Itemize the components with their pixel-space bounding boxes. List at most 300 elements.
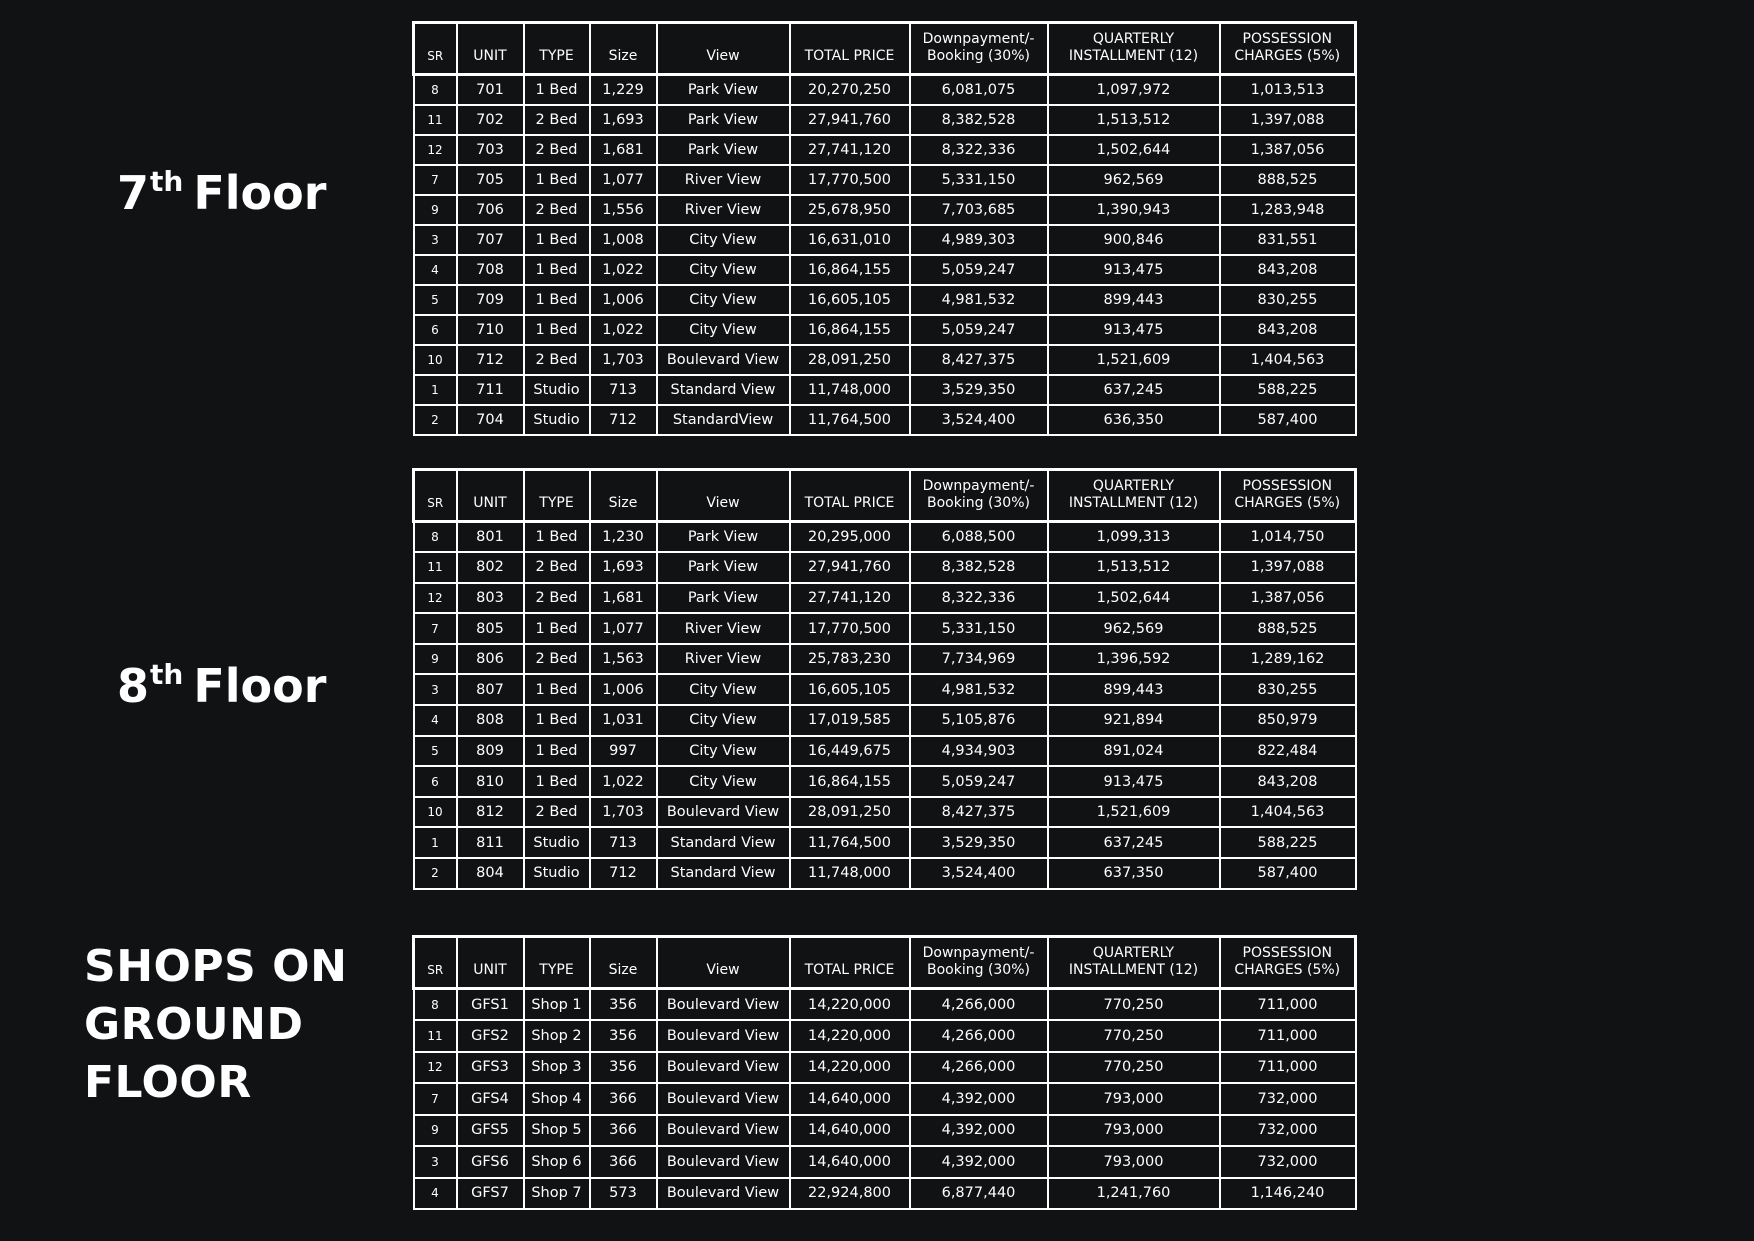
cell-size: 997 bbox=[590, 736, 657, 767]
header-type bbox=[524, 470, 590, 522]
floor-ordinal: th bbox=[150, 165, 184, 198]
section-title-7th-floor bbox=[117, 165, 327, 220]
table-row bbox=[414, 1052, 1356, 1084]
cell-sr: 3 bbox=[414, 225, 457, 255]
table-row bbox=[414, 989, 1356, 1021]
cell-unit: 801 bbox=[457, 522, 524, 553]
table-body bbox=[414, 522, 1356, 889]
cell-size: 713 bbox=[590, 375, 657, 405]
cell-downpayment: 4,934,903 bbox=[910, 736, 1048, 767]
cell-downpayment: 3,524,400 bbox=[910, 405, 1048, 435]
cell-quarterly: 921,894 bbox=[1048, 705, 1220, 736]
header-unit bbox=[457, 23, 524, 75]
section-title-8th-floor bbox=[117, 658, 327, 713]
cell-size: 1,681 bbox=[590, 135, 657, 165]
cell-total-price: 22,924,800 bbox=[790, 1178, 910, 1210]
cell-total-price: 25,783,230 bbox=[790, 644, 910, 675]
cell-type: 2 Bed bbox=[524, 105, 590, 135]
cell-possession: 711,000 bbox=[1220, 989, 1356, 1021]
cell-possession: 587,400 bbox=[1220, 405, 1356, 435]
cell-view: City View bbox=[657, 674, 790, 705]
cell-unit: 707 bbox=[457, 225, 524, 255]
cell-size: 1,077 bbox=[590, 165, 657, 195]
table-row bbox=[414, 644, 1356, 675]
cell-size: 1,230 bbox=[590, 522, 657, 553]
cell-sr: 1 bbox=[414, 375, 457, 405]
header-possession-text: POSSESSION bbox=[1242, 478, 1332, 494]
cell-downpayment: 8,322,336 bbox=[910, 135, 1048, 165]
cell-type: 1 Bed bbox=[524, 255, 590, 285]
cell-possession: 711,000 bbox=[1220, 1020, 1356, 1052]
cell-sr: 5 bbox=[414, 285, 457, 315]
header-row bbox=[414, 470, 1356, 522]
cell-possession: 588,225 bbox=[1220, 375, 1356, 405]
cell-type: 2 Bed bbox=[524, 644, 590, 675]
header-downpayment-text: Downpayment/- bbox=[922, 945, 1035, 961]
floor-number: 8 bbox=[117, 659, 150, 713]
cell-downpayment: 4,392,000 bbox=[910, 1083, 1048, 1115]
cell-size: 366 bbox=[590, 1083, 657, 1115]
cell-view: Park View bbox=[657, 552, 790, 583]
cell-downpayment: 8,427,375 bbox=[910, 797, 1048, 828]
cell-size: 713 bbox=[590, 827, 657, 858]
cell-unit: GFS3 bbox=[457, 1052, 524, 1084]
table-row bbox=[414, 135, 1356, 165]
cell-unit: 711 bbox=[457, 375, 524, 405]
table-row bbox=[414, 705, 1356, 736]
cell-possession: 1,397,088 bbox=[1220, 105, 1356, 135]
cell-quarterly: 1,099,313 bbox=[1048, 522, 1220, 553]
cell-type: 2 Bed bbox=[524, 583, 590, 614]
cell-total-price: 14,640,000 bbox=[790, 1115, 910, 1147]
cell-sr: 12 bbox=[414, 135, 457, 165]
table-header bbox=[414, 470, 1356, 522]
cell-downpayment: 8,382,528 bbox=[910, 105, 1048, 135]
cell-total-price: 14,220,000 bbox=[790, 1052, 910, 1084]
header-downpayment bbox=[910, 937, 1048, 989]
header-unit-text: UNIT bbox=[473, 495, 507, 511]
header-view-text: View bbox=[706, 48, 740, 64]
cell-downpayment: 5,331,150 bbox=[910, 613, 1048, 644]
shop-title-line: GROUND bbox=[84, 999, 304, 1050]
cell-downpayment: 4,266,000 bbox=[910, 989, 1048, 1021]
header-possession bbox=[1220, 470, 1356, 522]
cell-type: Studio bbox=[524, 375, 590, 405]
header-downpayment-text: Booking (30%) bbox=[927, 495, 1030, 511]
header-sr bbox=[414, 470, 457, 522]
cell-type: 1 Bed bbox=[524, 165, 590, 195]
cell-total-price: 28,091,250 bbox=[790, 345, 910, 375]
table-row bbox=[414, 165, 1356, 195]
cell-type: Shop 2 bbox=[524, 1020, 590, 1052]
cell-unit: 703 bbox=[457, 135, 524, 165]
cell-size: 573 bbox=[590, 1178, 657, 1210]
cell-unit: 710 bbox=[457, 315, 524, 345]
header-total-price-text: TOTAL PRICE bbox=[804, 962, 895, 978]
table-row bbox=[414, 255, 1356, 285]
cell-size: 1,556 bbox=[590, 195, 657, 225]
cell-type: 1 Bed bbox=[524, 705, 590, 736]
cell-unit: 809 bbox=[457, 736, 524, 767]
header-sr-text: SR bbox=[427, 49, 444, 63]
cell-possession: 1,283,948 bbox=[1220, 195, 1356, 225]
cell-total-price: 11,764,500 bbox=[790, 827, 910, 858]
header-unit-text: UNIT bbox=[473, 48, 507, 64]
cell-possession: 830,255 bbox=[1220, 285, 1356, 315]
cell-quarterly: 1,396,592 bbox=[1048, 644, 1220, 675]
cell-downpayment: 8,382,528 bbox=[910, 552, 1048, 583]
cell-sr: 6 bbox=[414, 315, 457, 345]
cell-unit: GFS6 bbox=[457, 1146, 524, 1178]
cell-total-price: 16,631,010 bbox=[790, 225, 910, 255]
section-title-shops-ground-floor bbox=[84, 938, 347, 1112]
header-view bbox=[657, 937, 790, 989]
cell-view: Standard View bbox=[657, 858, 790, 889]
table-row bbox=[414, 405, 1356, 435]
header-downpayment bbox=[910, 23, 1048, 75]
header-view-text: View bbox=[706, 962, 740, 978]
header-quarterly bbox=[1048, 937, 1220, 989]
cell-view: Park View bbox=[657, 75, 790, 105]
cell-possession: 822,484 bbox=[1220, 736, 1356, 767]
cell-unit: GFS7 bbox=[457, 1178, 524, 1210]
cell-unit: 803 bbox=[457, 583, 524, 614]
header-sr-text: SR bbox=[427, 963, 444, 977]
cell-possession: 1,404,563 bbox=[1220, 345, 1356, 375]
cell-unit: 807 bbox=[457, 674, 524, 705]
header-quarterly-text: QUARTERLY bbox=[1092, 478, 1175, 494]
cell-total-price: 27,741,120 bbox=[790, 583, 910, 614]
cell-downpayment: 5,331,150 bbox=[910, 165, 1048, 195]
cell-sr: 10 bbox=[414, 797, 457, 828]
cell-type: Shop 5 bbox=[524, 1115, 590, 1147]
price-table-ground-floor-shops bbox=[412, 935, 1357, 1210]
cell-quarterly: 913,475 bbox=[1048, 315, 1220, 345]
cell-quarterly: 1,241,760 bbox=[1048, 1178, 1220, 1210]
shop-title-line: SHOPS ON bbox=[84, 941, 348, 992]
cell-quarterly: 891,024 bbox=[1048, 736, 1220, 767]
header-sr bbox=[414, 937, 457, 989]
table-row bbox=[414, 1146, 1356, 1178]
cell-downpayment: 5,059,247 bbox=[910, 315, 1048, 345]
cell-type: 1 Bed bbox=[524, 674, 590, 705]
cell-type: 2 Bed bbox=[524, 135, 590, 165]
cell-sr: 12 bbox=[414, 583, 457, 614]
header-downpayment-text: Downpayment/- bbox=[922, 31, 1035, 47]
header-unit-text: UNIT bbox=[473, 962, 507, 978]
cell-quarterly: 899,443 bbox=[1048, 674, 1220, 705]
cell-total-price: 17,019,585 bbox=[790, 705, 910, 736]
table-row bbox=[414, 75, 1356, 105]
cell-total-price: 11,748,000 bbox=[790, 858, 910, 889]
cell-view: Boulevard View bbox=[657, 345, 790, 375]
cell-possession: 732,000 bbox=[1220, 1083, 1356, 1115]
header-total-price-text: TOTAL PRICE bbox=[804, 48, 895, 64]
cell-unit: GFS4 bbox=[457, 1083, 524, 1115]
header-quarterly bbox=[1048, 470, 1220, 522]
cell-downpayment: 5,105,876 bbox=[910, 705, 1048, 736]
cell-quarterly: 793,000 bbox=[1048, 1146, 1220, 1178]
header-quarterly-text: INSTALLMENT (12) bbox=[1068, 962, 1199, 978]
cell-possession: 732,000 bbox=[1220, 1146, 1356, 1178]
cell-sr: 10 bbox=[414, 345, 457, 375]
cell-quarterly: 962,569 bbox=[1048, 613, 1220, 644]
cell-view: River View bbox=[657, 195, 790, 225]
cell-view: Park View bbox=[657, 583, 790, 614]
cell-type: 2 Bed bbox=[524, 797, 590, 828]
cell-quarterly: 637,350 bbox=[1048, 858, 1220, 889]
cell-unit: 810 bbox=[457, 766, 524, 797]
cell-possession: 732,000 bbox=[1220, 1115, 1356, 1147]
cell-sr: 8 bbox=[414, 75, 457, 105]
header-size bbox=[590, 937, 657, 989]
cell-unit: GFS1 bbox=[457, 989, 524, 1021]
cell-sr: 4 bbox=[414, 705, 457, 736]
cell-sr: 8 bbox=[414, 522, 457, 553]
cell-unit: 709 bbox=[457, 285, 524, 315]
cell-size: 1,077 bbox=[590, 613, 657, 644]
cell-size: 366 bbox=[590, 1115, 657, 1147]
cell-type: 1 Bed bbox=[524, 75, 590, 105]
cell-view: StandardView bbox=[657, 405, 790, 435]
cell-sr: 2 bbox=[414, 405, 457, 435]
cell-total-price: 16,864,155 bbox=[790, 315, 910, 345]
cell-size: 366 bbox=[590, 1146, 657, 1178]
table-row bbox=[414, 345, 1356, 375]
header-total-price-text: TOTAL PRICE bbox=[804, 495, 895, 511]
cell-view: River View bbox=[657, 613, 790, 644]
cell-unit: 805 bbox=[457, 613, 524, 644]
table-row bbox=[414, 583, 1356, 614]
header-possession-text: CHARGES (5%) bbox=[1234, 962, 1341, 978]
cell-view: Boulevard View bbox=[657, 1115, 790, 1147]
cell-total-price: 20,270,250 bbox=[790, 75, 910, 105]
cell-view: Boulevard View bbox=[657, 989, 790, 1021]
cell-quarterly: 913,475 bbox=[1048, 255, 1220, 285]
cell-view: City View bbox=[657, 285, 790, 315]
table-header bbox=[414, 937, 1356, 989]
cell-downpayment: 4,981,532 bbox=[910, 285, 1048, 315]
cell-quarterly: 1,513,512 bbox=[1048, 105, 1220, 135]
cell-quarterly: 770,250 bbox=[1048, 1020, 1220, 1052]
floor-word: Floor bbox=[193, 166, 327, 220]
cell-quarterly: 1,502,644 bbox=[1048, 135, 1220, 165]
cell-unit: 704 bbox=[457, 405, 524, 435]
cell-quarterly: 637,245 bbox=[1048, 827, 1220, 858]
header-size-text: Size bbox=[608, 962, 638, 978]
cell-type: Shop 4 bbox=[524, 1083, 590, 1115]
cell-quarterly: 793,000 bbox=[1048, 1083, 1220, 1115]
header-view-text: View bbox=[706, 495, 740, 511]
cell-downpayment: 7,703,685 bbox=[910, 195, 1048, 225]
floor-number: 7 bbox=[117, 166, 150, 220]
cell-size: 1,703 bbox=[590, 797, 657, 828]
header-type bbox=[524, 23, 590, 75]
table-row bbox=[414, 858, 1356, 889]
cell-size: 1,022 bbox=[590, 766, 657, 797]
cell-quarterly: 636,350 bbox=[1048, 405, 1220, 435]
header-sr bbox=[414, 23, 457, 75]
cell-view: City View bbox=[657, 736, 790, 767]
cell-total-price: 16,449,675 bbox=[790, 736, 910, 767]
cell-unit: 708 bbox=[457, 255, 524, 285]
table-row bbox=[414, 315, 1356, 345]
header-quarterly-text: INSTALLMENT (12) bbox=[1068, 495, 1199, 511]
cell-total-price: 16,605,105 bbox=[790, 674, 910, 705]
header-downpayment-text: Downpayment/- bbox=[922, 478, 1035, 494]
cell-view: Standard View bbox=[657, 375, 790, 405]
cell-size: 1,031 bbox=[590, 705, 657, 736]
cell-view: City View bbox=[657, 255, 790, 285]
cell-possession: 587,400 bbox=[1220, 858, 1356, 889]
header-type-text: TYPE bbox=[539, 495, 574, 511]
cell-downpayment: 6,081,075 bbox=[910, 75, 1048, 105]
table-row bbox=[414, 552, 1356, 583]
cell-total-price: 16,605,105 bbox=[790, 285, 910, 315]
cell-downpayment: 4,266,000 bbox=[910, 1052, 1048, 1084]
cell-sr: 3 bbox=[414, 1146, 457, 1178]
cell-size: 1,008 bbox=[590, 225, 657, 255]
cell-downpayment: 7,734,969 bbox=[910, 644, 1048, 675]
cell-total-price: 11,748,000 bbox=[790, 375, 910, 405]
cell-view: River View bbox=[657, 165, 790, 195]
cell-size: 356 bbox=[590, 989, 657, 1021]
cell-view: Park View bbox=[657, 522, 790, 553]
cell-size: 712 bbox=[590, 405, 657, 435]
cell-size: 1,693 bbox=[590, 552, 657, 583]
cell-size: 1,563 bbox=[590, 644, 657, 675]
cell-total-price: 16,864,155 bbox=[790, 766, 910, 797]
header-downpayment-text: Booking (30%) bbox=[927, 962, 1030, 978]
cell-quarterly: 899,443 bbox=[1048, 285, 1220, 315]
cell-sr: 7 bbox=[414, 165, 457, 195]
cell-sr: 9 bbox=[414, 1115, 457, 1147]
cell-total-price: 14,640,000 bbox=[790, 1083, 910, 1115]
cell-possession: 850,979 bbox=[1220, 705, 1356, 736]
header-total-price bbox=[790, 937, 910, 989]
cell-type: Shop 6 bbox=[524, 1146, 590, 1178]
cell-total-price: 14,220,000 bbox=[790, 1020, 910, 1052]
cell-downpayment: 4,981,532 bbox=[910, 674, 1048, 705]
header-possession bbox=[1220, 937, 1356, 989]
cell-sr: 9 bbox=[414, 195, 457, 225]
cell-type: 2 Bed bbox=[524, 195, 590, 225]
floor-word: Floor bbox=[193, 659, 327, 713]
header-row bbox=[414, 23, 1356, 75]
header-type-text: TYPE bbox=[539, 962, 574, 978]
cell-view: City View bbox=[657, 766, 790, 797]
cell-unit: 701 bbox=[457, 75, 524, 105]
cell-type: 1 Bed bbox=[524, 613, 590, 644]
table-row bbox=[414, 105, 1356, 135]
cell-sr: 11 bbox=[414, 552, 457, 583]
cell-sr: 8 bbox=[414, 989, 457, 1021]
cell-sr: 3 bbox=[414, 674, 457, 705]
cell-possession: 1,387,056 bbox=[1220, 135, 1356, 165]
cell-view: Standard View bbox=[657, 827, 790, 858]
cell-total-price: 27,941,760 bbox=[790, 105, 910, 135]
cell-type: 2 Bed bbox=[524, 552, 590, 583]
cell-total-price: 25,678,950 bbox=[790, 195, 910, 225]
header-sr-text: SR bbox=[427, 496, 444, 510]
cell-sr: 12 bbox=[414, 1052, 457, 1084]
cell-total-price: 17,770,500 bbox=[790, 613, 910, 644]
header-possession-text: POSSESSION bbox=[1242, 945, 1332, 961]
cell-sr: 4 bbox=[414, 255, 457, 285]
header-type bbox=[524, 937, 590, 989]
cell-unit: 802 bbox=[457, 552, 524, 583]
cell-sr: 6 bbox=[414, 766, 457, 797]
cell-sr: 7 bbox=[414, 613, 457, 644]
cell-size: 1,229 bbox=[590, 75, 657, 105]
cell-downpayment: 3,529,350 bbox=[910, 375, 1048, 405]
cell-size: 1,022 bbox=[590, 255, 657, 285]
cell-possession: 830,255 bbox=[1220, 674, 1356, 705]
cell-size: 1,006 bbox=[590, 285, 657, 315]
cell-view: City View bbox=[657, 705, 790, 736]
cell-sr: 1 bbox=[414, 827, 457, 858]
cell-sr: 5 bbox=[414, 736, 457, 767]
table-row bbox=[414, 613, 1356, 644]
table-row bbox=[414, 1083, 1356, 1115]
header-possession-text: CHARGES (5%) bbox=[1234, 48, 1341, 64]
header-row bbox=[414, 937, 1356, 989]
cell-type: 2 Bed bbox=[524, 345, 590, 375]
header-size bbox=[590, 470, 657, 522]
cell-view: Boulevard View bbox=[657, 1178, 790, 1210]
header-unit bbox=[457, 470, 524, 522]
cell-downpayment: 5,059,247 bbox=[910, 255, 1048, 285]
cell-quarterly: 770,250 bbox=[1048, 1052, 1220, 1084]
cell-size: 1,681 bbox=[590, 583, 657, 614]
cell-size: 1,022 bbox=[590, 315, 657, 345]
table-row bbox=[414, 797, 1356, 828]
header-possession-text: CHARGES (5%) bbox=[1234, 495, 1341, 511]
header-size-text: Size bbox=[608, 495, 638, 511]
cell-sr: 7 bbox=[414, 1083, 457, 1115]
cell-unit: 811 bbox=[457, 827, 524, 858]
cell-total-price: 20,295,000 bbox=[790, 522, 910, 553]
table-row bbox=[414, 736, 1356, 767]
cell-sr: 9 bbox=[414, 644, 457, 675]
cell-view: City View bbox=[657, 315, 790, 345]
cell-view: Boulevard View bbox=[657, 1020, 790, 1052]
cell-sr: 11 bbox=[414, 1020, 457, 1052]
header-quarterly bbox=[1048, 23, 1220, 75]
cell-type: Shop 3 bbox=[524, 1052, 590, 1084]
price-table-8th-floor bbox=[412, 468, 1357, 890]
cell-size: 356 bbox=[590, 1020, 657, 1052]
cell-downpayment: 3,529,350 bbox=[910, 827, 1048, 858]
cell-quarterly: 1,502,644 bbox=[1048, 583, 1220, 614]
cell-quarterly: 793,000 bbox=[1048, 1115, 1220, 1147]
cell-possession: 1,289,162 bbox=[1220, 644, 1356, 675]
cell-view: Boulevard View bbox=[657, 1052, 790, 1084]
cell-quarterly: 637,245 bbox=[1048, 375, 1220, 405]
cell-unit: 808 bbox=[457, 705, 524, 736]
cell-downpayment: 5,059,247 bbox=[910, 766, 1048, 797]
header-size bbox=[590, 23, 657, 75]
table-row bbox=[414, 375, 1356, 405]
cell-total-price: 16,864,155 bbox=[790, 255, 910, 285]
header-downpayment-text: Booking (30%) bbox=[927, 48, 1030, 64]
header-view bbox=[657, 470, 790, 522]
cell-downpayment: 6,877,440 bbox=[910, 1178, 1048, 1210]
table-row bbox=[414, 1020, 1356, 1052]
table-body bbox=[414, 989, 1356, 1210]
floor-ordinal: th bbox=[150, 658, 184, 691]
cell-type: 1 Bed bbox=[524, 522, 590, 553]
